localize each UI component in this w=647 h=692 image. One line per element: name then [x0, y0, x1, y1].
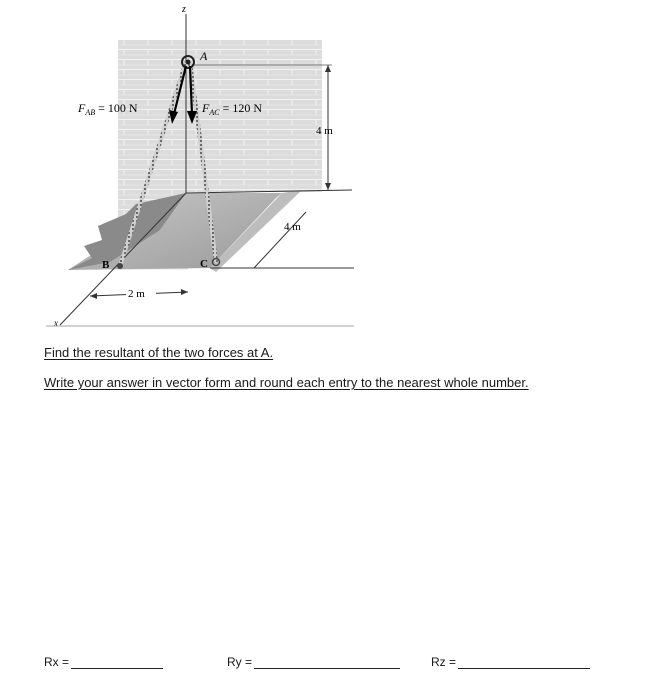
dim-width-label: 2 m [128, 288, 145, 300]
anchor-b [117, 263, 123, 269]
force-ab-label: $F_{AB} = 100$ N [78, 101, 138, 117]
question-line-1: Find the resultant of the two forces at A. [44, 345, 274, 360]
answer-rx [44, 655, 163, 669]
dim-depth-label: 4 m [284, 221, 301, 233]
point-c-label: C [200, 258, 208, 270]
statics-figure [40, 0, 354, 330]
answer-rz [431, 655, 590, 669]
force-ac-label: $F_{AC} = 120$ N [202, 101, 263, 117]
z-axis-label: z [182, 4, 186, 15]
point-a-label: A [200, 49, 208, 63]
point-b-label: B [102, 259, 110, 271]
rx-blank[interactable] [71, 657, 163, 669]
question-line-2: Write your answer in vector form and round each entry to the nearest whole number. [44, 375, 529, 390]
rx-label: Rx = [44, 655, 70, 669]
ry-label: Ry = [227, 655, 253, 669]
ry-blank[interactable] [254, 657, 400, 669]
figure-drawing [40, 0, 354, 330]
rz-blank[interactable] [458, 657, 590, 669]
dim-height-label: 4 m [316, 125, 333, 137]
x-axis-label: x [54, 318, 58, 328]
answer-ry [227, 655, 400, 669]
rz-label: Rz = [431, 655, 457, 669]
